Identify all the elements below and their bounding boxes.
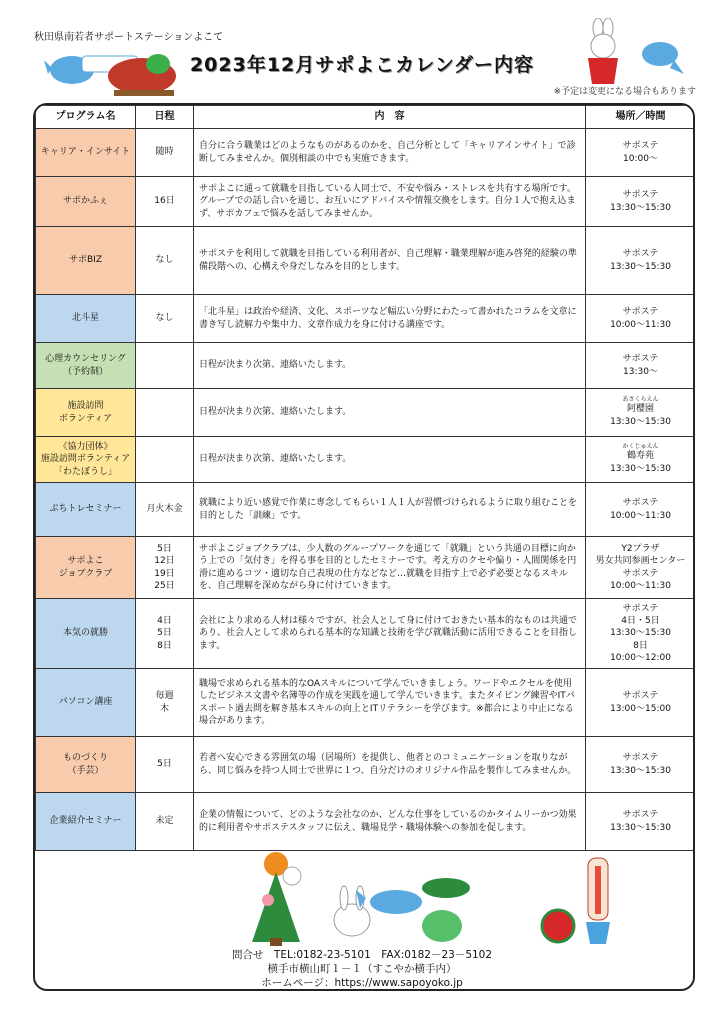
table-row [36,437,696,483]
table-row [36,537,696,599]
table-header-row [36,106,696,129]
table-row [36,669,696,737]
schedule-date: 5日 [136,737,194,793]
footer-contact [0,948,724,990]
schedule-change-note: ※予定は変更になる場合もあります [553,87,696,97]
date-line: 5日 [157,628,172,639]
time: 13:30～15:30 [610,822,671,833]
schedule-date [136,389,194,437]
time: 10:00～ [623,153,658,164]
date-line: 8日 [157,640,172,651]
program-description: サポステを利用して就職を目指している利用者が、自己理解・職業理解が進み啓発的経験の準備段階への、心構えや身だしなみを目的とします。 [194,227,586,295]
program-line: 心理カウンセリング [45,354,126,365]
table-row [36,129,696,177]
time: 13:30～15:30 [610,765,671,776]
place-time [586,737,696,793]
place: サポステ [622,753,659,764]
place-time [586,793,696,851]
program-name: サポBIZ [36,227,136,295]
program-description: 企業の情報について、どのような会社なのか、どんな仕事をしているのかタイムリーかつ効果的に利用者やサポステスタッフに伝え、職場見学・職場体験への参加を促します。 [194,793,586,851]
program-name [36,389,136,437]
place: 8日 [633,640,648,651]
program-description: 日程が決まり次第、連絡いたします。 [194,389,586,437]
table-row [36,177,696,227]
program-line: 施設訪問 [67,401,104,412]
time: 13:30～15:30 [610,416,671,427]
program-name: サポかふぇ [36,177,136,227]
place-time [586,343,696,389]
place: サポステ [622,691,659,702]
place-time [586,389,696,437]
place: 男女共同参画センター [595,556,686,567]
program-description: 日程が決まり次第、連絡いたします。 [194,437,586,483]
date-line: 25日 [154,580,175,591]
place: サポステ [622,568,659,579]
time: 13:30～15:30 [610,628,671,639]
program-line: ものづくり [62,753,108,764]
place: 阿櫻園 [626,404,654,415]
time: 13:30～ [623,366,658,377]
table-row [36,389,696,437]
schedule-date: 16日 [136,177,194,227]
schedule-date: 月火木金 [136,483,194,537]
table-row [36,343,696,389]
program-description: 「北斗星」は政治や経済、文化、スポーツなど幅広い分野にわたって書かれたコラムを文章に書き写し読解力や集中力、文章作成力を身に付ける講座です。 [194,295,586,343]
schedule-date [136,599,194,669]
program-description: 若者へ安心できる雰囲気の場（居場所）を提供し、他者とのコミュニケーションを取りながら、同じ悩みを持つ人同士で世界に１つ、自分だけのオリジナル作品を製作してみませんか。 [194,737,586,793]
program-name: 企業紹介セミナー [36,793,136,851]
seasonal-illustration [246,850,486,948]
calendar-table [35,105,695,851]
place: サポステ [622,141,659,152]
date-line: 木 [159,703,169,714]
program-line: （予約制） [62,366,108,377]
address: 横手市横山町１－１（すこやか横手内） [267,963,457,975]
program-line: 「わたぼうし」 [53,466,117,477]
place-time [586,483,696,537]
homepage-link[interactable]: ホームページ：https://www.sapoyoko.jp [261,977,463,989]
place-ruby: かくじゅえん [622,443,659,451]
contact-phone-fax: 問合せ TEL:0182-23-5101 FAX:0182－23－5102 [231,949,493,961]
program-name: 本気の就勝 [36,599,136,669]
schedule-date [136,437,194,483]
date-line: 12日 [154,556,175,567]
place: サポステ [622,249,659,260]
place-time [586,295,696,343]
time: 13:30～15:30 [610,463,671,474]
program-description: 自分に合う職業はどのようなものがあるのかを、自己分析として「キャリアインサイト」で診断してみませんか。個別相談の中でも実施できます。 [194,129,586,177]
program-line: ジョブクラブ [58,568,113,579]
program-name: ぷちトレセミナー [36,483,136,537]
place: サポステ [622,354,659,365]
place-time [586,537,696,599]
program-description: サポよこに通って就職を目指している人同士で、不安や悩み・ストレスを共有する場所です。グループでの話し合いを通じ、お互いにアドバイスや情報交換をします。自分１人で抱え込まず、サポカフェで悩みを話してみませんか。 [194,177,586,227]
program-name [36,537,136,599]
schedule-date: なし [136,227,194,295]
program-name: パソコン講座 [36,669,136,737]
program-name [36,437,136,483]
program-line: サポよこ [67,556,104,567]
program-description: サポよこジョブクラブは、少人数のグループワークを通じて「就職」という共通の目標に向かう上での「気付き」を得る事を目的としたセミナーです。考え方のクセや偏り・人間関係を円滑に進めるコツ・適切な自己表現の仕方などなど…就職を目指す上で必ず必要となるスキルを、自己理解を深めながら身に付けていきます。 [194,537,586,599]
place: サポステ [622,307,659,318]
schedule-date: 未定 [136,793,194,851]
place-time [586,129,696,177]
time: 10:00～11:30 [610,510,671,521]
place-time [586,227,696,295]
place-time [586,437,696,483]
place-time [586,599,696,669]
org-name: 秋田県南若者サポートステーションよこて [34,32,224,43]
program-description: 日程が決まり次第、連絡いたします。 [194,343,586,389]
place-time [586,669,696,737]
program-name: キャリア・インサイト [36,129,136,177]
time: 13:30～15:30 [610,202,671,213]
place: Y2プラザ [621,544,660,555]
header-place-time: 場所／時間 [586,106,696,129]
header-content: 内 容 [194,106,586,129]
header-program: プログラム名 [36,106,136,129]
time: 10:00～11:30 [610,580,671,591]
program-description: 会社により求める人材は様々ですが、社会人として身に付けておきたい基本的なものは共通であり、社会人として求められる基本的な知識と技術を学び就職活動に活用できることを目指します。 [194,599,586,669]
table-row [36,483,696,537]
table-row [36,599,696,669]
date-line: 4日 [157,616,172,627]
date-line: 5日 [157,544,172,555]
table-row [36,793,696,851]
place: 4日・5日 [621,616,660,627]
schedule-date: 随時 [136,129,194,177]
place: サポステ [622,190,659,201]
program-line: 施設訪問ボランティア [40,454,131,465]
date-line: 19日 [154,568,175,579]
table-row [36,737,696,793]
table-row [36,295,696,343]
time: 10:00～12:00 [610,652,671,663]
program-description: 就職により近い感覚で作業に専念してもらい１人１人が習慣づけられるように取り組むことを目的とした「訓練」です。 [194,483,586,537]
place: 鶴寿苑 [626,451,654,462]
program-description: 職場で求められる基本的なOAスキルについて学んでいきましょう。ワードやエクセルを使用したビジネス文書や名簿等の作成を実践を通して学んでいきます。またタイピング練習やITパスポート過去問を解き基本スキルの向上とITリテラシーを学びます。※都合により中止になる場合があります。 [194,669,586,737]
page-title: 2023年12月サポよこカレンダー内容 [189,54,535,76]
date-line: 毎週 [155,691,174,702]
thermometer-watermelon-illustration [540,856,616,948]
program-line: ボランティア [58,413,113,424]
time: 13:00～15:00 [610,703,671,714]
place: サポステ [622,604,659,615]
program-line: 《協力団体》 [58,442,113,453]
header-date: 日程 [136,106,194,129]
schedule-date [136,669,194,737]
place: サポステ [622,498,659,509]
place-ruby: あさくらえん [622,396,659,404]
time: 10:00～11:30 [610,319,671,330]
schedule-date: なし [136,295,194,343]
program-line: （手芸） [67,765,104,776]
schedule-date [136,537,194,599]
place-time [586,177,696,227]
program-name [36,737,136,793]
program-name: 北斗星 [36,295,136,343]
schedule-date [136,343,194,389]
program-name [36,343,136,389]
place: サポステ [622,810,659,821]
time: 13:30～15:30 [610,261,671,272]
table-row [36,227,696,295]
